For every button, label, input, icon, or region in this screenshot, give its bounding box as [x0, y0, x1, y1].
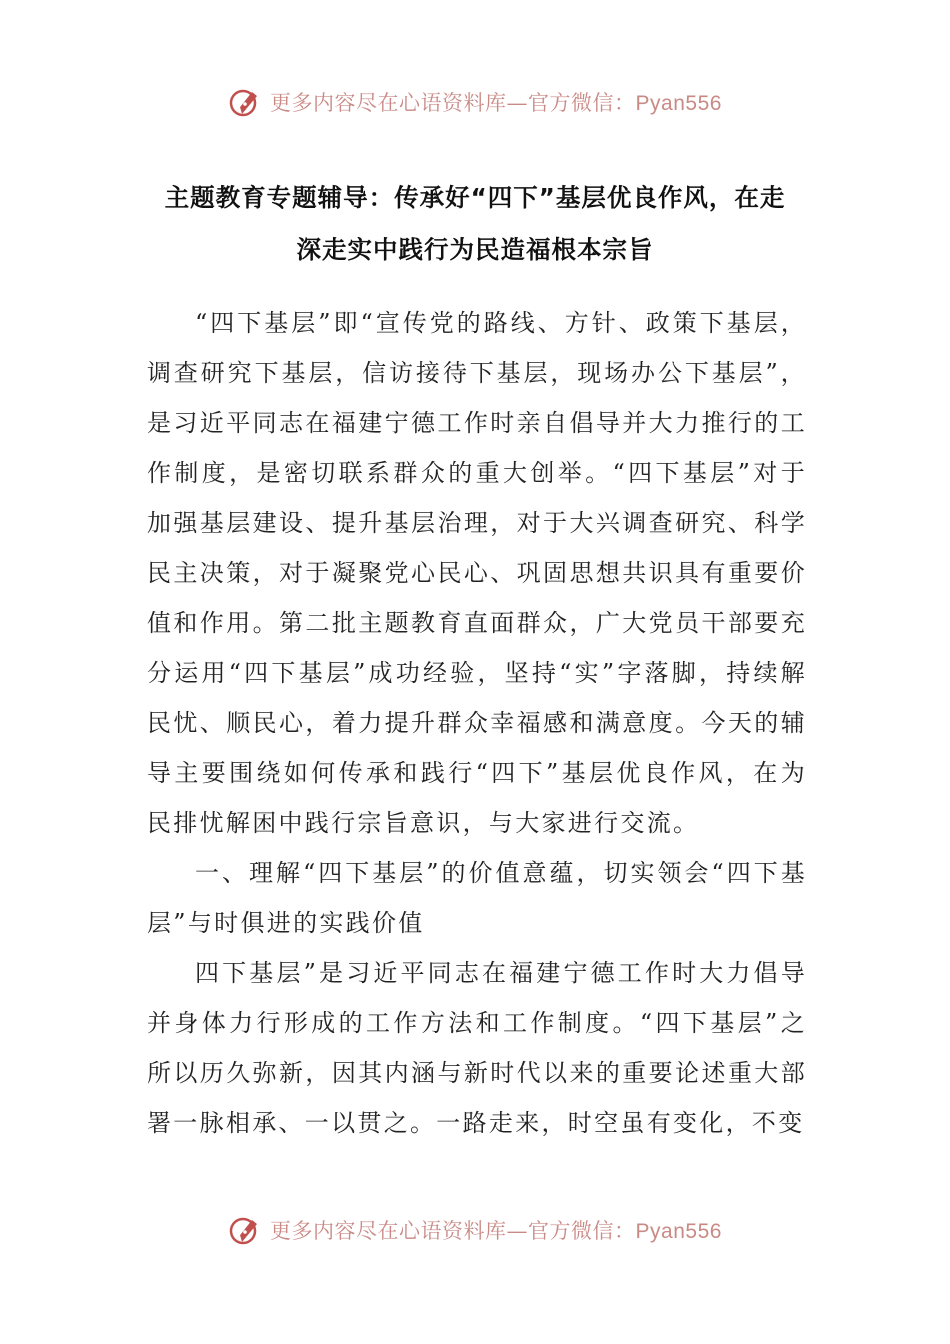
pen-nib-circle-icon	[228, 85, 262, 119]
title-line-2: 深走实中践行为民造福根本宗旨	[296, 235, 654, 264]
wechat-id: Pyan556	[635, 1220, 722, 1243]
title-line-1: 主题教育专题辅导：传承好“四下”基层优良作风，在走	[164, 183, 786, 212]
wechat-id: Pyan556	[635, 92, 722, 115]
header-watermark	[0, 82, 950, 122]
paragraph-section-1: 四下基层”是习近平同志在福建宁德工作时大力倡导并身体力行形成的工作方法和工作制度。“四下基层”之所以历久弥新，因其内涵与新时代以来的重要论述重大部署一脉相承、一以贯之。一路走来，时空虽有变化，不变	[147, 959, 807, 1137]
paragraph-intro: “四下基层”即“宣传党的路线、方针、政策下基层，调查研究下基层，信访接待下基层，现场办公下基层”，是习近平同志在福建宁德工作时亲自倡导并大力推行的工作制度，是密切联系群众的重大创举。“四下基层”对于加强基层建设、提升基层治理，对于大兴调查研究、科学民主决策，对于凝聚党心民心、巩固思想共识具有重要价值和作用。第二批主题教育直面群众，广大党员干部要充分运用“四下基层”成功经验，坚持“实”字落脚，持续解民忧、顺民心，着力提升群众幸福感和满意度。今天的辅导主要围绕如何传承和践行“四下”基层优良作风，在为民排忧解困中践行宗旨意识，与大家进行交流。	[147, 309, 807, 837]
document-title	[150, 172, 800, 276]
section-heading-1: 一、理解“四下基层”的价值意蕴，切实领会“四下基层”与时俱进的实践价值	[147, 859, 807, 937]
watermark-text: 更多内容尽在心语资料库—官方微信：Pyan556	[270, 1219, 722, 1243]
pen-nib-circle-icon	[228, 1213, 262, 1247]
footer-watermark	[0, 1210, 950, 1250]
watermark-text: 更多内容尽在心语资料库—官方微信：Pyan556	[270, 91, 722, 115]
document-body	[147, 298, 807, 1148]
